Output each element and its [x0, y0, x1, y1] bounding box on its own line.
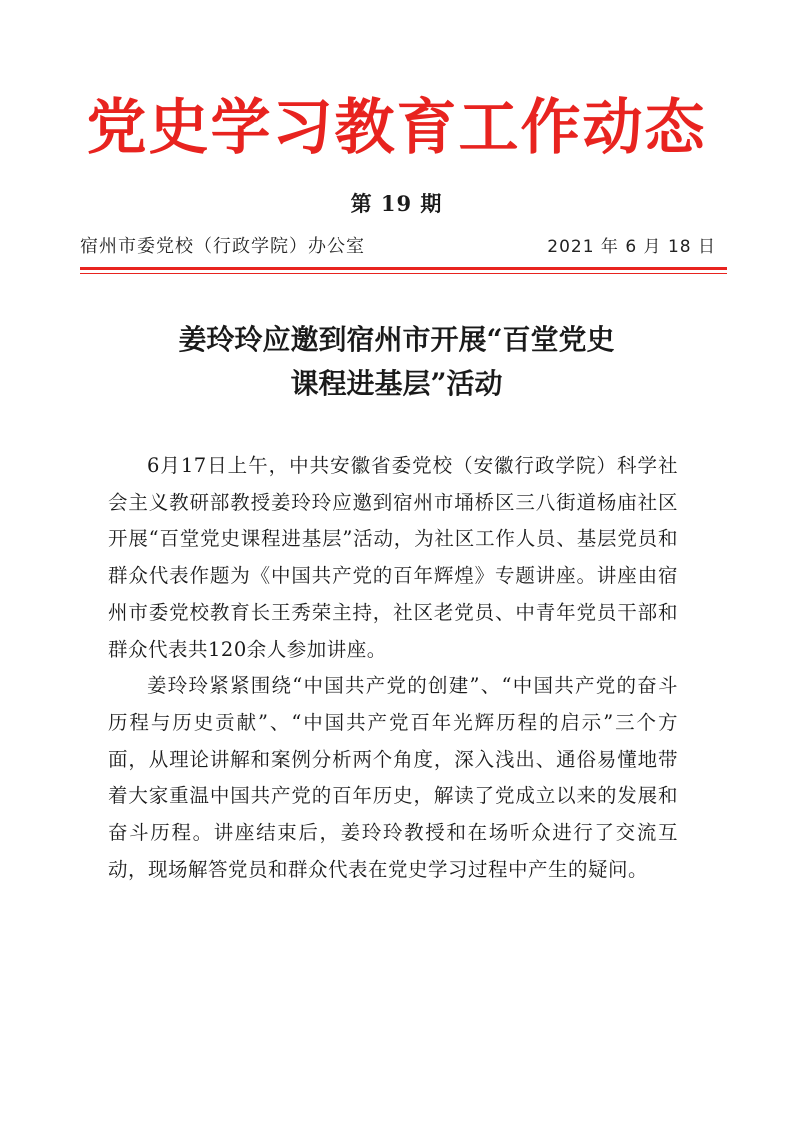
paragraph-1: 6月17日上午，中共安徽省委党校（安徽行政学院）科学社会主义教研部教授姜玲玲应邀到宿州市埇桥区三八街道杨庙社区开展“百堂党史课程进基层”活动，为社区工作人员、基层党员和群众代表作题为《中国共产党的百年辉煌》专题讲座。讲座由宿州市委党校教育长王秀荣主持，社区老党员、中青年党员干部和群众代表共120余人参加讲座。	[108, 454, 678, 661]
issuing-office: 宿州市委党校（行政学院）办公室	[80, 236, 365, 257]
red-divider-thick	[80, 267, 727, 270]
issue-number: 第 19 期	[350, 191, 443, 216]
paragraph-2: 姜玲玲紧紧围绕“中国共产党的创建”、“中国共产党的奋斗历程与历史贡献”、“中国共产党百年光辉历程的启示”三个方面，从理论讲解和案例分析两个角度，深入浅出、通俗易懂地带着大家重温中国共产党的百年历史，解读了党成立以来的发展和奋斗历程。讲座结束后，姜玲玲教授和在场听众进行了交流互动，现场解答党员和群众代表在党史学习过程中产生的疑问。	[108, 674, 678, 881]
red-divider-thin	[80, 273, 727, 274]
headline-line-2: 课程进基层”活动	[290, 367, 503, 400]
masthead-title: 党史学习教育工作动态	[86, 93, 707, 163]
issue-date: 2021 年 6 月 18 日	[547, 237, 716, 257]
article-headline	[60, 318, 733, 406]
article-body	[108, 448, 678, 888]
headline-line-1: 姜玲玲应邀到宿州市开展“百堂党史	[178, 323, 615, 356]
info-row	[80, 233, 716, 261]
